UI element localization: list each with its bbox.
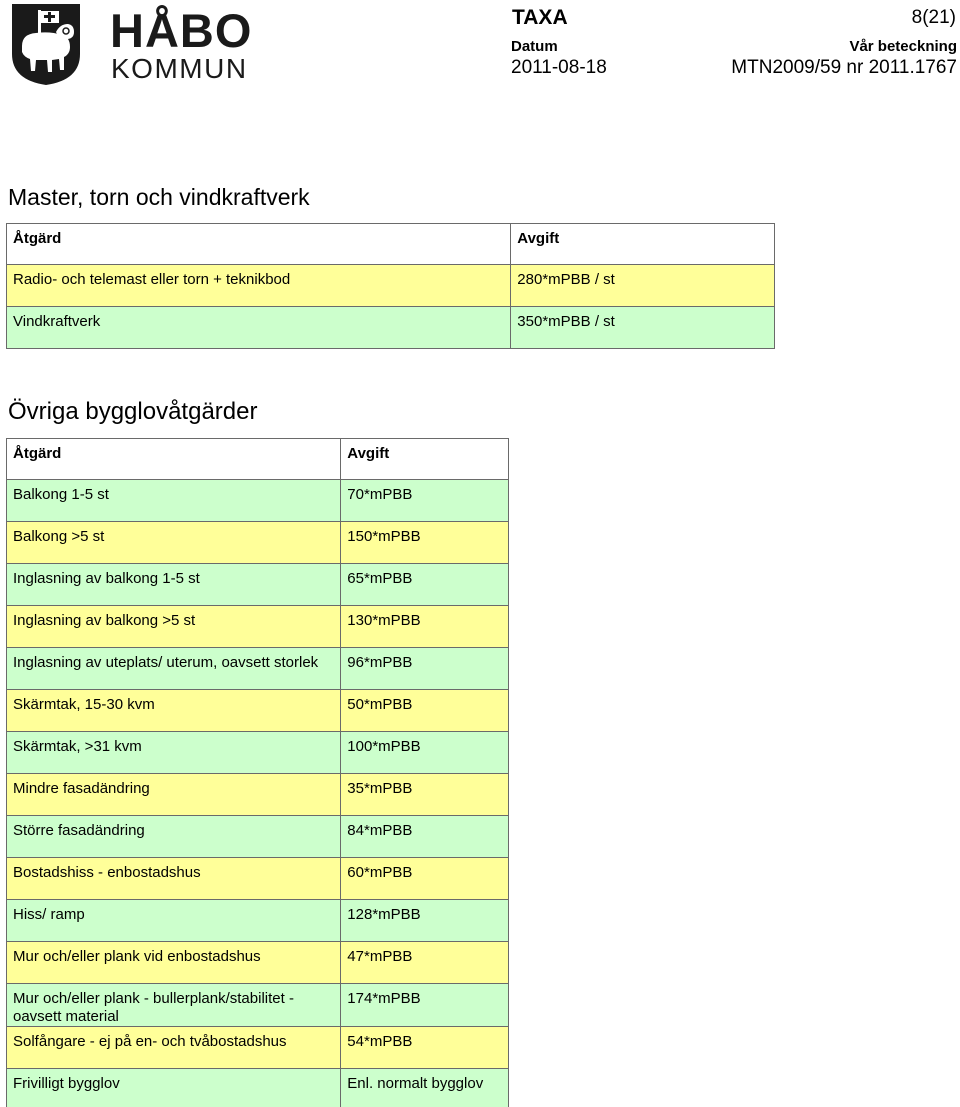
fee-cell: 100*mPBB: [341, 732, 509, 774]
fee-cell: 60*mPBB: [341, 858, 509, 900]
section-title-master: Master, torn och vindkraftverk: [8, 184, 310, 210]
column-header-action: Åtgärd: [7, 439, 341, 480]
action-cell: Inglasning av balkong 1-5 st: [7, 564, 341, 606]
fee-cell: 54*mPBB: [341, 1027, 509, 1069]
column-header-fee: Avgift: [511, 224, 775, 265]
fee-cell: 128*mPBB: [341, 900, 509, 942]
action-cell: Mur och/eller plank vid enbostadshus: [7, 942, 341, 984]
action-cell: Balkong 1-5 st: [7, 480, 341, 522]
table-row: [7, 900, 509, 942]
table-row: [7, 480, 509, 522]
table-row: [7, 648, 509, 690]
logo-name: HÅBO: [110, 4, 253, 57]
action-cell: Frivilligt bygglov: [7, 1069, 341, 1107]
fee-cell: 280*mPBB / st: [511, 265, 775, 307]
fee-cell: 50*mPBB: [341, 690, 509, 732]
table-header-row: [7, 439, 509, 480]
fee-cell: 350*mPBB / st: [511, 307, 775, 349]
table-row: [7, 984, 509, 1027]
action-cell: Mur och/eller plank - bullerplank/stabilitet - oavsett material: [7, 984, 341, 1027]
fee-cell: 70*mPBB: [341, 480, 509, 522]
action-cell: Solfångare - ej på en- och tvåbostadshus: [7, 1027, 341, 1069]
action-cell: Balkong >5 st: [7, 522, 341, 564]
action-cell: Inglasning av uteplats/ uterum, oavsett storlek: [7, 648, 341, 690]
fee-table-ovriga: [6, 438, 509, 1107]
fee-cell: Enl. normalt bygglov: [341, 1069, 509, 1107]
table-row: [7, 606, 509, 648]
table-row: [7, 942, 509, 984]
action-cell: Bostadshiss - enbostadshus: [7, 858, 341, 900]
action-cell: Skärmtak, 15-30 kvm: [7, 690, 341, 732]
date-value: 2011-08-18: [511, 57, 607, 78]
action-cell: Radio- och telemast eller torn + teknikbod: [7, 265, 511, 307]
habo-kommun-logo: [8, 2, 253, 86]
table-row: [7, 690, 509, 732]
action-cell: Större fasadändring: [7, 816, 341, 858]
reference-label: Vår beteckning: [849, 38, 957, 55]
table-row: [7, 1027, 509, 1069]
fee-cell: 65*mPBB: [341, 564, 509, 606]
table-row: [7, 816, 509, 858]
fee-cell: 96*mPBB: [341, 648, 509, 690]
ram-emblem-icon: [8, 2, 84, 86]
action-cell: Skärmtak, >31 kvm: [7, 732, 341, 774]
page-number: 8(21): [911, 7, 956, 28]
fee-table-master: [6, 223, 775, 349]
table-header-row: [7, 224, 775, 265]
table-row: [7, 564, 509, 606]
table-row: [7, 732, 509, 774]
section-title-ovriga: Övriga bygglovåtgärder: [8, 398, 258, 425]
action-cell: Hiss/ ramp: [7, 900, 341, 942]
fee-cell: 47*mPBB: [341, 942, 509, 984]
action-cell: Mindre fasadändring: [7, 774, 341, 816]
column-header-action: Åtgärd: [7, 224, 511, 265]
reference-value: MTN2009/59 nr 2011.1767: [731, 57, 957, 78]
fee-cell: 35*mPBB: [341, 774, 509, 816]
table-row: [7, 1069, 509, 1107]
action-cell: Vindkraftverk: [7, 307, 511, 349]
table-row: [7, 858, 509, 900]
table-row: [7, 265, 775, 307]
date-label: Datum: [511, 38, 558, 55]
fee-cell: 150*mPBB: [341, 522, 509, 564]
table-row: [7, 774, 509, 816]
fee-cell: 130*mPBB: [341, 606, 509, 648]
document-type: TAXA: [512, 6, 568, 29]
table-row: [7, 307, 775, 349]
table-row: [7, 522, 509, 564]
fee-cell: 174*mPBB: [341, 984, 509, 1027]
fee-cell: 84*mPBB: [341, 816, 509, 858]
column-header-fee: Avgift: [341, 439, 509, 480]
action-cell: Inglasning av balkong >5 st: [7, 606, 341, 648]
logo-subtitle: KOMMUN: [111, 53, 248, 84]
